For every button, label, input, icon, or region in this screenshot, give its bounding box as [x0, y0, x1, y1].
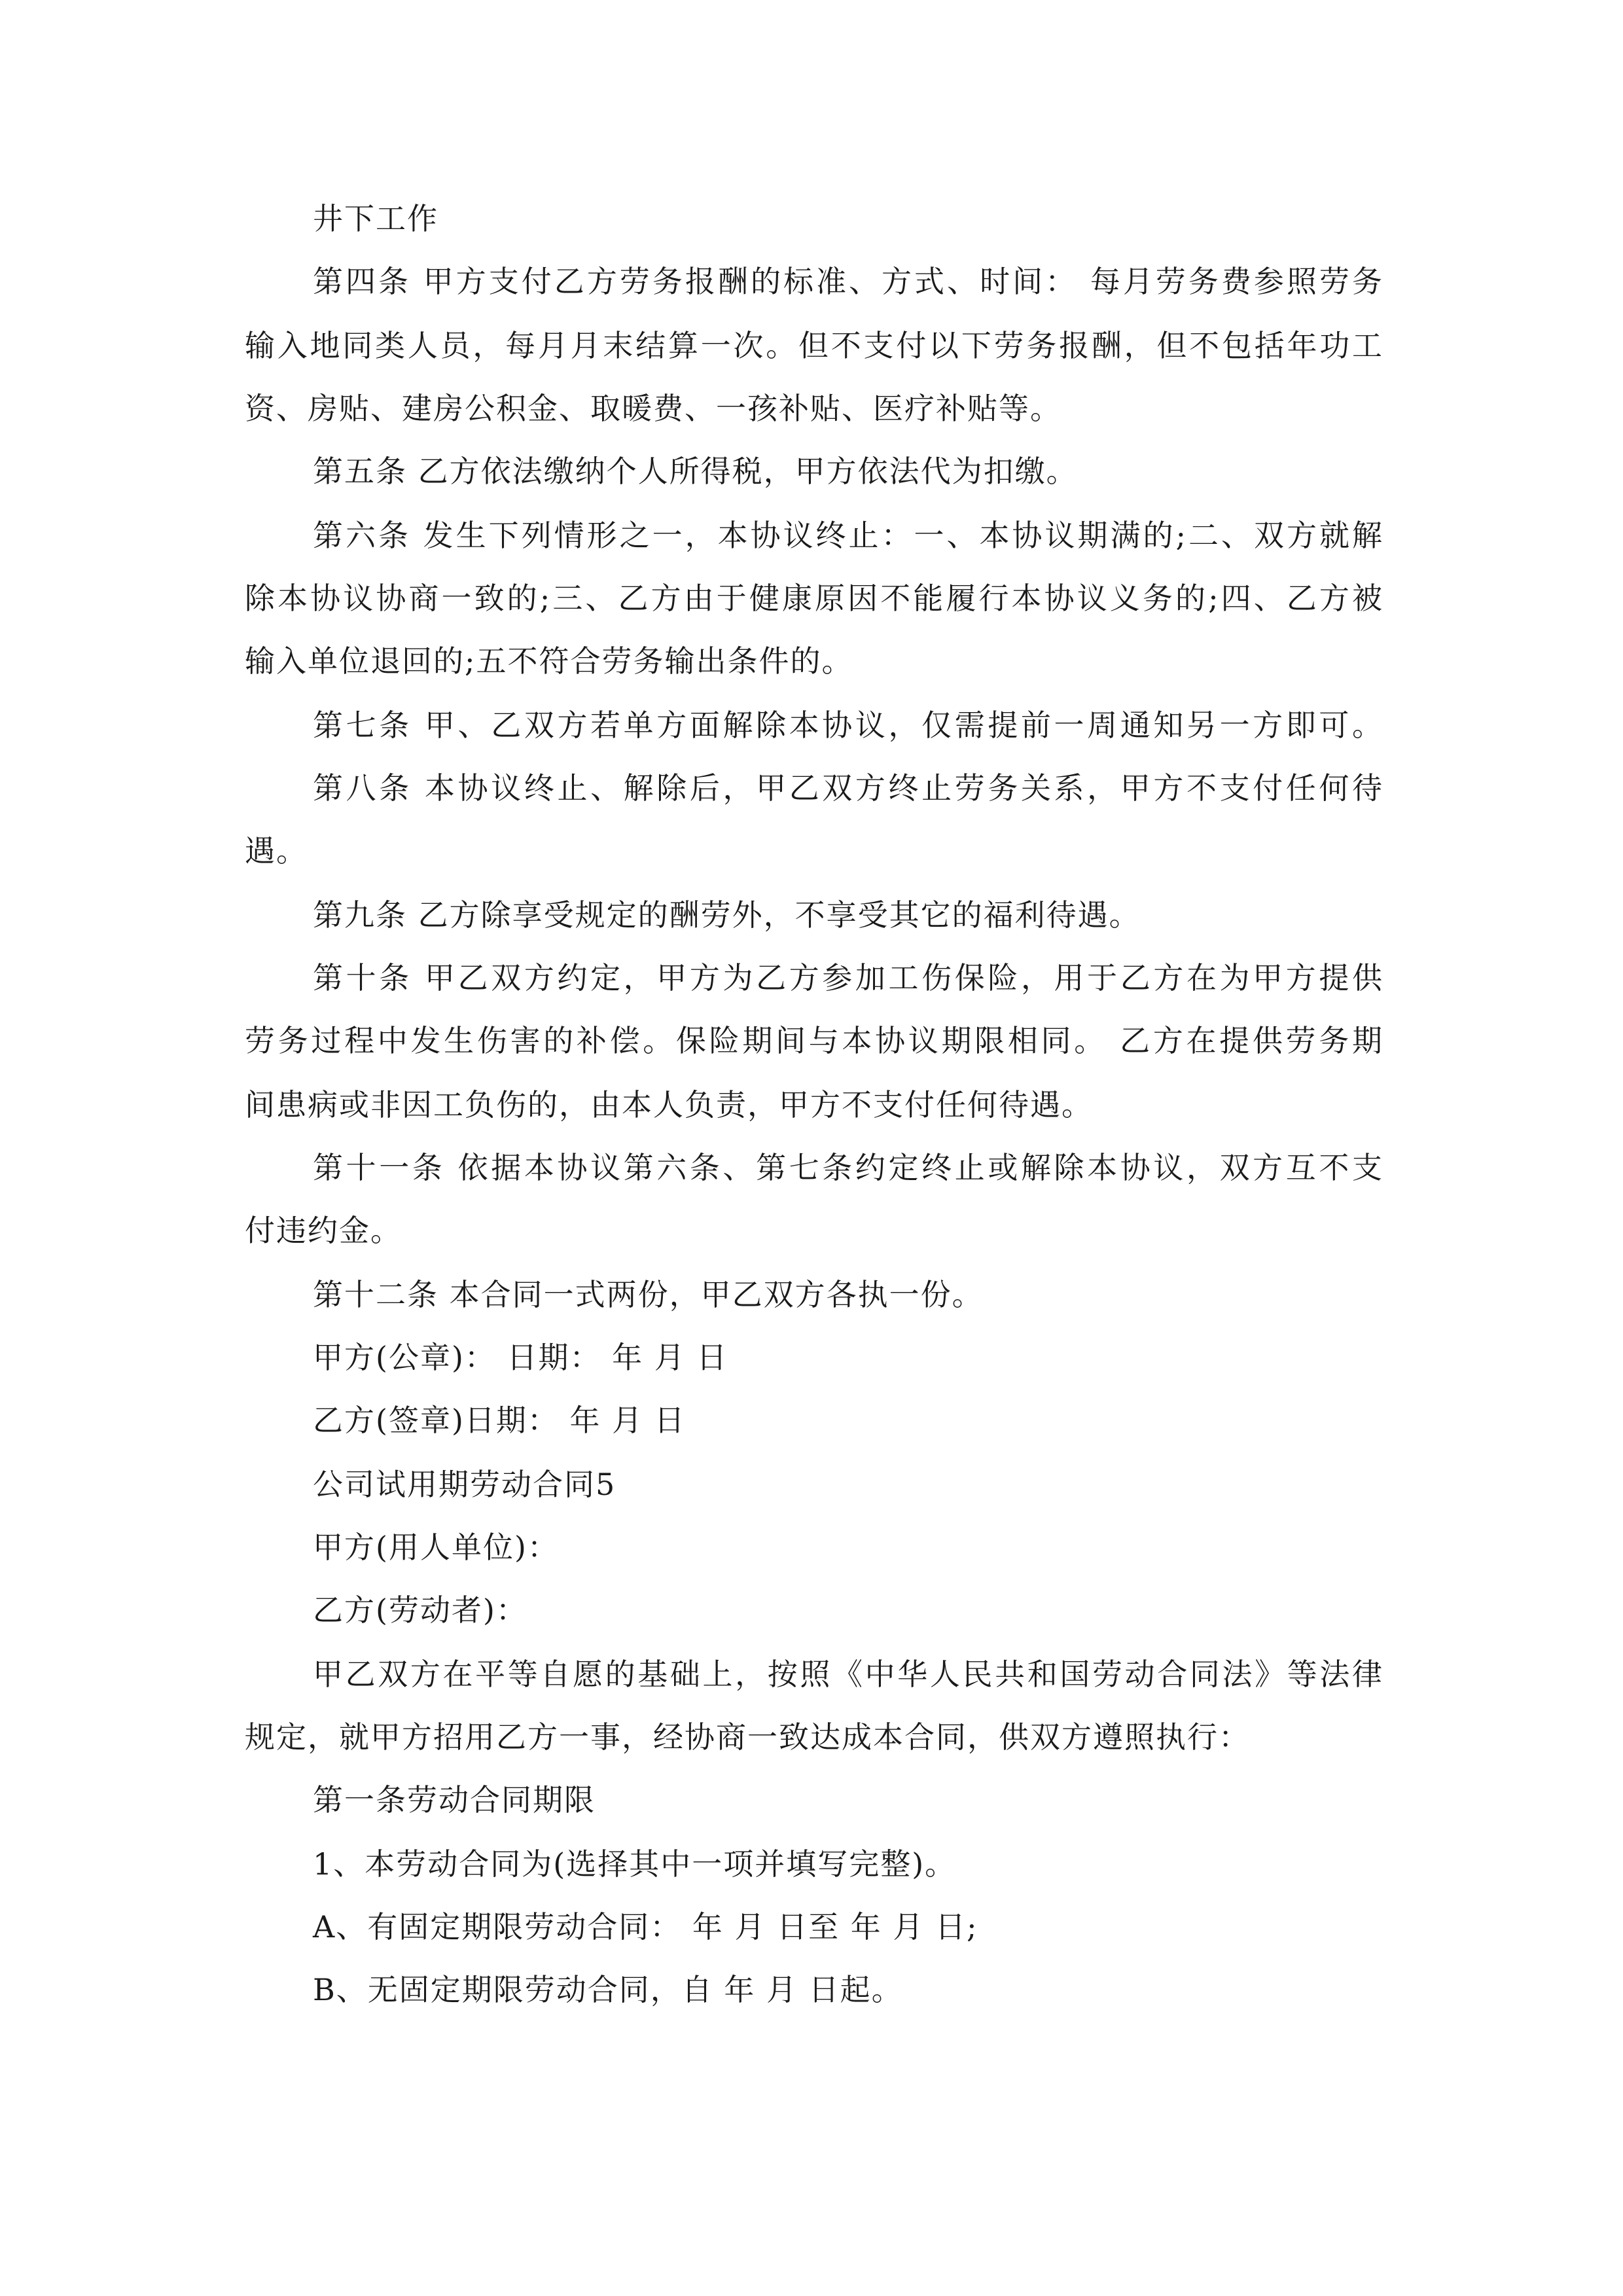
party-a-signature-line: 甲方(公章)： 日期： 年 月 日 [313, 1340, 728, 1375]
clause-7-line: 第七条 甲、乙双方若单方面解除本协议，仅需提前一周通知另一方即可。 [313, 708, 1383, 743]
list-item: B、无固定期限劳动合同，自 年 月 日起。 [313, 1972, 903, 2007]
text-line: 付违约金。 [245, 1213, 402, 1248]
text-line: 规定，就甲方招用乙方一事，经协商一致达成本合同，供双方遵照执行： [245, 1719, 1250, 1755]
list-item: A、有固定期限劳动合同： 年 月 日至 年 月 日; [313, 1909, 978, 1945]
preamble-line: 甲乙双方在平等自愿的基础上，按照《中华人民共和国劳动合同法》等法律 [313, 1657, 1383, 1692]
text-line: 遇。 [245, 833, 308, 869]
text-line: 间患病或非因工负伤的，由本人负责，甲方不支付任何待遇。 [245, 1087, 1093, 1122]
clause-8-line: 第八条 本协议终止、解除后，甲乙双方终止劳务关系，甲方不支付任何待 [313, 770, 1383, 806]
text-line: 劳务过程中发生伤害的补偿。保险期间与本协议期限相同。 乙方在提供劳务期 [245, 1023, 1383, 1058]
clause-6-line: 第六条 发生下列情形之一，本协议终止：一、本协议期满的;二、双方就解 [313, 518, 1383, 553]
clause-9-line: 第九条 乙方除享受规定的酬劳外，不享受其它的福利待遇。 [313, 897, 1141, 933]
clause-11-line: 第十一条 依据本协议第六条、第七条约定终止或解除本协议，双方互不支 [313, 1150, 1383, 1185]
clause-10-line: 第十条 甲乙双方约定，甲方为乙方参加工伤保险，用于乙方在为甲方提供 [313, 960, 1383, 996]
party-a-line: 甲方(用人单位)： [313, 1530, 559, 1565]
article-1-heading: 第一条劳动合同期限 [313, 1782, 596, 1818]
contract-title: 公司试用期劳动合同5 [313, 1467, 616, 1502]
text-line: 输入地同类人员，每月月末结算一次。但不支付以下劳务报酬，但不包括年功工 [245, 328, 1383, 363]
text-line: 资、房贴、建房公积金、取暖费、一孩补贴、医疗补贴等。 [245, 391, 1061, 426]
list-item: 1、本劳动合同为(选择其中一项并填写完整)。 [313, 1846, 957, 1882]
text-line: 输入单位退回的;五不符合劳务输出条件的。 [245, 643, 853, 679]
party-b-line: 乙方(劳动者)： [313, 1592, 527, 1628]
text-line: 井下工作 [313, 201, 438, 236]
party-b-signature-line: 乙方(签章)日期： 年 月 日 [313, 1403, 686, 1438]
clause-4-line: 第四条 甲方支付乙方劳务报酬的标准、方式、时间： 每月劳务费参照劳务 [313, 264, 1383, 299]
clause-5-line: 第五条 乙方依法缴纳个人所得税，甲方依法代为扣缴。 [313, 454, 1078, 489]
text-line: 除本协议协商一致的;三、乙方由于健康原因不能履行本协议义务的;四、乙方被 [245, 581, 1383, 616]
clause-12-line: 第十二条 本合同一式两份，甲乙双方各执一份。 [313, 1277, 984, 1312]
